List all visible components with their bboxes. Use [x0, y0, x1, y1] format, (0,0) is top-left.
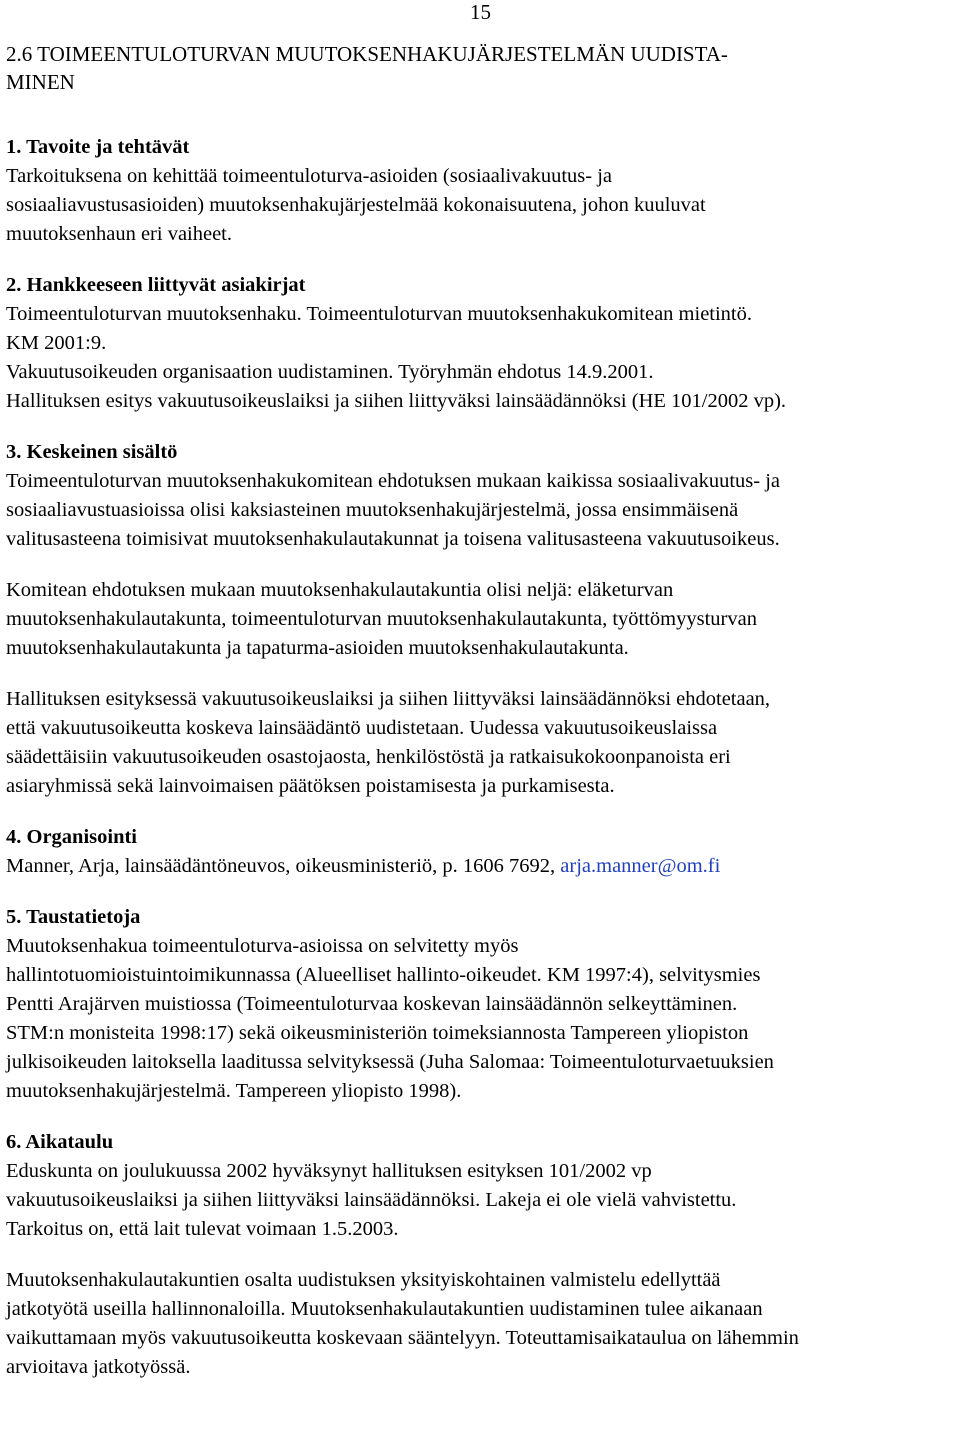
section-organisation	[6, 823, 956, 881]
paragraph	[6, 576, 956, 663]
text-line: muutoksenhakujärjestelmä. Tampereen yliopisto 1998).	[6, 1080, 462, 1102]
contact-text: Manner, Arja, lainsäädäntöneuvos, oikeusministeriö, p. 1606 7692,	[6, 855, 561, 877]
text-line: muutoksenhaun eri vaiheet.	[6, 223, 233, 245]
text-line: että vakuutusoikeutta koskeva lainsäädäntö uudistetaan. Uudessa vakuutusoikeuslaissa	[6, 717, 718, 739]
text-line: hallintotuomioistuintoimikunnassa (Alueelliset hallinto-oikeudet. KM 1997:4), selvitysmies	[6, 964, 761, 986]
section-heading: 3. Keskeinen sisältö	[6, 441, 178, 463]
text-line: STM:n monisteita 1998:17) sekä oikeusministeriön toimeksiannosta Tampereen yliopiston	[6, 1022, 749, 1044]
section-heading: 6. Aikataulu	[6, 1131, 114, 1153]
text-line: Komitean ehdotuksen mukaan muutoksenhakulautakuntia olisi neljä: eläketurvan	[6, 579, 674, 601]
text-line: sosiaaliavustusasioiden) muutoksenhakujärjestelmää kokonaisuutena, johon kuuluvat	[6, 194, 706, 216]
text-line: Toimeentuloturvan muutoksenhaku. Toimeentuloturvan muutoksenhakukomitean mietintö.	[6, 303, 753, 325]
email-link[interactable]: arja.manner@om.fi	[560, 855, 721, 877]
section-heading: 2. Hankkeeseen liittyvät asiakirjat	[6, 274, 306, 296]
text-line: julkisoikeuden laitoksella laaditussa selvityksessä (Juha Salomaa: Toimeentuloturvaetuuksien	[6, 1051, 774, 1073]
paragraph	[6, 685, 956, 801]
text-line: Hallituksen esityksessä vakuutusoikeuslaiksi ja siihen liittyväksi lainsäädännöksi ehdotetaan,	[6, 688, 771, 710]
section-schedule	[6, 1128, 956, 1382]
text-line: Hallituksen esitys vakuutusoikeuslaiksi ja siihen liittyväksi lainsäädännöksi (HE 101/2002 vp).	[6, 390, 787, 412]
document-body	[6, 40, 956, 1404]
text-line: asiaryhmissä sekä lainvoimaisen päätöksen poistamisesta ja purkamisesta.	[6, 775, 615, 797]
page-number: 15	[470, 0, 491, 24]
text-line: säädettäisiin vakuutusoikeuden osastojaosta, henkilöstöstä ja ratkaisukokoonpanoista eri	[6, 746, 731, 768]
text-line: muutoksenhakulautakunta, toimeentuloturvan muutoksenhakulautakunta, työttömyysturvan	[6, 608, 757, 630]
section-heading: 5. Taustatietoja	[6, 906, 141, 928]
text-line: Pentti Arajärven muistiossa (Toimeentuloturvaa koskevan lainsäädännön selkeyttäminen.	[6, 993, 738, 1015]
section-documents	[6, 271, 956, 416]
text-line: Toimeentuloturvan muutoksenhakukomitean ehdotuksen mukaan kaikissa sosiaalivakuutus- ja	[6, 470, 780, 492]
chapter-title	[6, 40, 956, 96]
paragraph	[6, 438, 956, 554]
text-line: Tarkoituksena on kehittää toimeentuloturva-asioiden (sosiaalivakuutus- ja	[6, 165, 612, 187]
text-line: KM 2001:9.	[6, 332, 107, 354]
chapter-title-line: MINEN	[6, 70, 75, 94]
section-heading: 4. Organisointi	[6, 826, 137, 848]
text-line: Tarkoitus on, että lait tulevat voimaan 1.5.2003.	[6, 1218, 399, 1240]
section-content	[6, 438, 956, 801]
paragraph	[6, 1266, 956, 1382]
text-line: sosiaaliavustuasioissa olisi kaksiasteinen muutoksenhakujärjestelmä, jossa ensimmäisenä	[6, 499, 739, 521]
text-line: Muutoksenhakua toimeentuloturva-asioissa on selvitetty myös	[6, 935, 519, 957]
text-line: Vakuutusoikeuden organisaation uudistaminen. Työryhmän ehdotus 14.9.2001.	[6, 361, 654, 383]
text-line: Muutoksenhakulautakuntien osalta uudistuksen yksityiskohtainen valmistelu edellyttää	[6, 1269, 721, 1291]
text-line: valitusasteena toimisivat muutoksenhakulautakunnat ja toisena valitusasteena vakuutusoikeus.	[6, 528, 780, 550]
contact-line	[6, 852, 956, 881]
section-background	[6, 903, 956, 1106]
text-line: vaikuttamaan myös vakuutusoikeutta koskevaan sääntelyyn. Toteuttamisaikataulua on lähemmin	[6, 1327, 799, 1349]
text-line: Eduskunta on joulukuussa 2002 hyväksynyt hallituksen esityksen 101/2002 vp	[6, 1160, 652, 1182]
text-line: jatkotyötä useilla hallinnonaloilla. Muutoksenhakulautakuntien uudistaminen tulee aikanaan	[6, 1298, 763, 1320]
section-goal	[6, 133, 956, 249]
text-line: muutoksenhakulautakunta ja tapaturma-asioiden muutoksenhakulautakunta.	[6, 637, 629, 659]
text-line: arvioitava jatkotyössä.	[6, 1356, 191, 1378]
paragraph	[6, 1128, 956, 1244]
section-heading: 1. Tavoite ja tehtävät	[6, 136, 190, 158]
text-line: vakuutusoikeuslaiksi ja siihen liittyväksi lainsäädännöksi. Lakeja ei ole vielä vahvistettu.	[6, 1189, 737, 1211]
chapter-title-line: 2.6 TOIMEENTULOTURVAN MUUTOKSENHAKUJÄRJESTELMÄN UUDISTA-	[6, 42, 728, 66]
